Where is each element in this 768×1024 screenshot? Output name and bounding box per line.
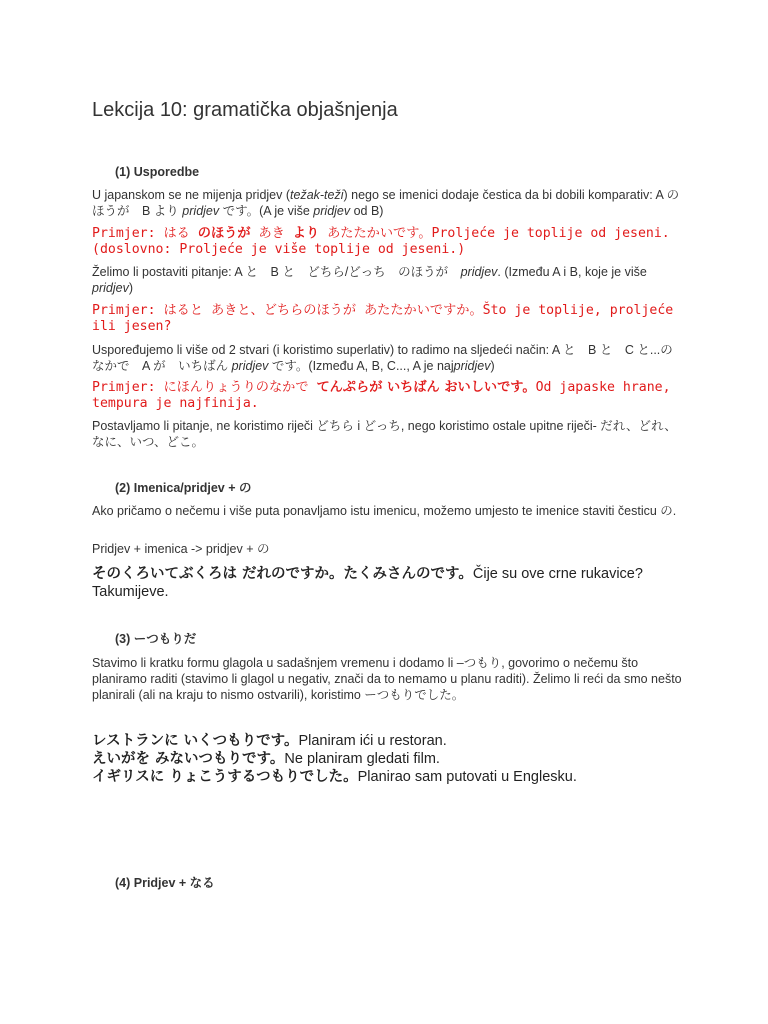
section-3-example-1: レストランに いくつもりです。Planiram ići u restoran. [92, 733, 447, 749]
page-title: Lekcija 10: gramatička objašnjenja [92, 99, 398, 121]
section-1-example-2: Primjer: はると あきと、どちらのほうが あたたかいですか。Što je toplije, proljeće ili jesen? [92, 303, 682, 334]
section-2-paragraph-1: Ako pričamo o nečemu i više puta ponavljamo istu imenicu, možemo umjesto te imenice staviti česticu の. [92, 504, 677, 518]
section-4-heading: (4) Pridjev + なる [115, 876, 215, 890]
section-3-paragraph-1: Stavimo li kratku formu glagola u sadašnjem vremenu i dodamo li –つもり, govorimo o nečemu što planiramo raditi (stavimo li glagol u negativ, znači da to nemamo u planu raditi). Želimo li reći da smo nešto planirali (ali na kraju to nismo ostvarili), koristimo ーつもりでした。 [92, 656, 682, 702]
section-3-example-2: えいがを みないつもりです。Ne planiram gledati film. [92, 751, 440, 767]
section-1-paragraph-1: U japanskom se ne mijenja pridjev (težak-teži) nego se imenici dodaje čestica da bi dobili komparativ: A のほうが B より pridjev です。(A je više pridjev od B) [92, 188, 680, 218]
section-1-paragraph-4: Postavljamo li pitanje, ne koristimo riječi どちら i どっち, nego koristimo ostale upitne riječi- だれ、どれ、なに、いつ、どこ。 [92, 419, 677, 449]
section-1-heading: (1) Usporedbe [115, 165, 200, 179]
section-3-example-3: イギリスに りょこうするつもりでした。Planirao sam putovati u Englesku. [92, 769, 577, 785]
section-1-example-3: Primjer: にほんりょうりのなかで てんぷらが いちばん おいしいです。Od japaske hrane, tempura je najfinija. [92, 380, 679, 411]
section-1-paragraph-2: Želimo li postaviti pitanje: A と B と どちら/どっち のほうが pridjev. (Između A i B, koje je više pridjev) [92, 265, 647, 295]
section-3-heading: (3) ーつもりだ [115, 632, 197, 646]
section-2-paragraph-2: Pridjev + imenica -> pridjev + の [92, 542, 270, 556]
section-1-example-1: Primjer: はる のほうが あき より あたたかいです。Proljeće je toplije od jeseni. (doslovno: Proljeće je više toplije od jeseni.) [92, 226, 678, 257]
section-1-paragraph-3: Uspoređujemo li više od 2 stvari (i koristimo superlativ) to radimo na sljedeći način: A と B と C と...のなかで A が いちばん pridjev です。(Između A, B, C..., A je najpridjev) [92, 343, 673, 373]
section-2-example: そのくろいてぶくろは だれのですか。たくみさんのです。Čije su ove crne rukavice? Takumijeve. [92, 566, 643, 600]
section-2-heading: (2) Imenica/pridjev + の [115, 481, 252, 495]
